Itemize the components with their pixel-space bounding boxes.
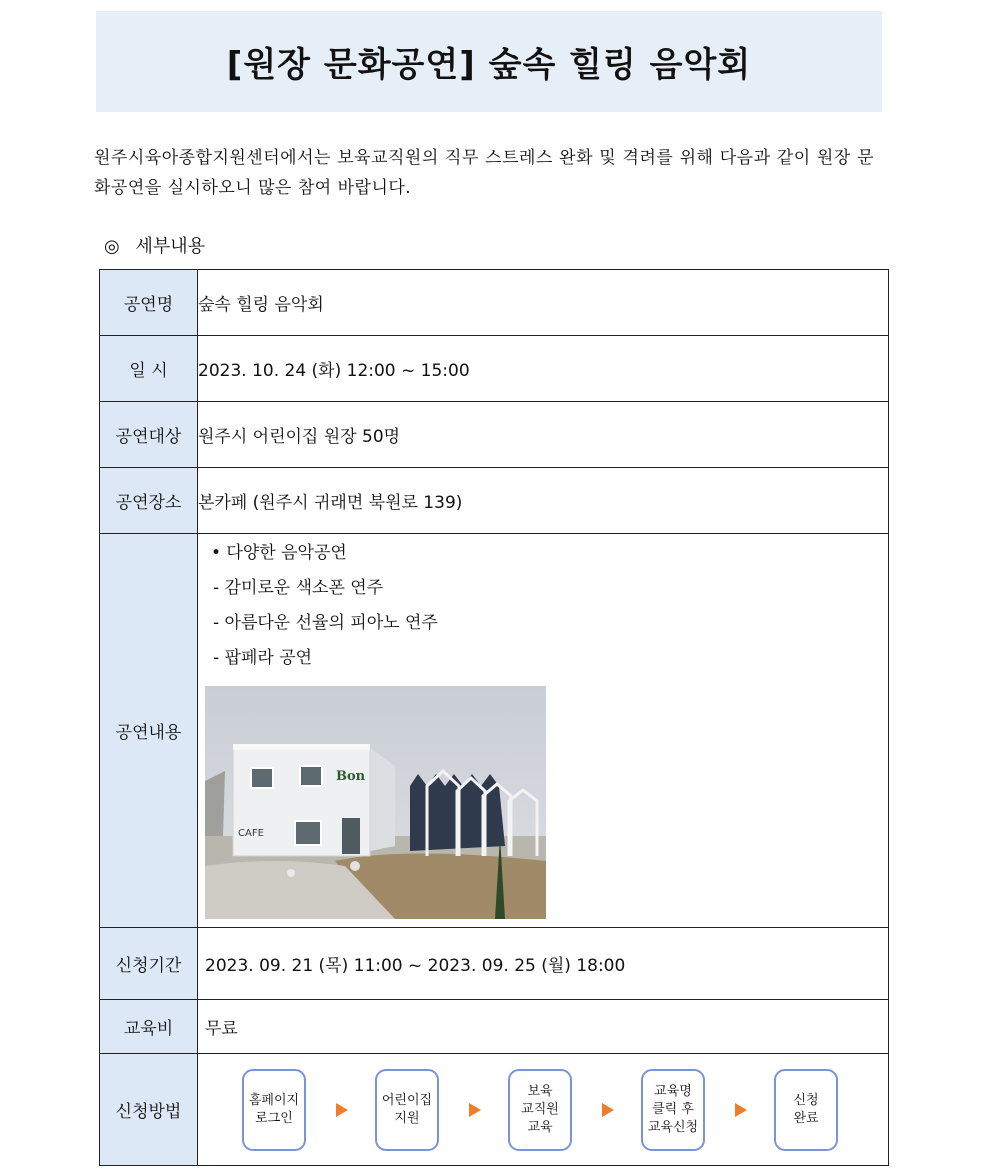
table-row [100,336,889,402]
step-line: 홈페이지 [248,1092,300,1108]
section-heading [104,232,205,258]
step-daycare-support [375,1069,439,1151]
table-row [100,1054,889,1166]
step-complete [774,1069,838,1151]
step-staff-education [508,1069,572,1151]
photo-sign-bon: Bon [336,769,366,784]
label-content: 공연내용 [100,534,198,928]
table-row [100,534,889,928]
double-circle-icon: ◎ [104,236,120,257]
detail-table [99,269,889,1166]
step-line: 로그인 [255,1110,293,1126]
step-line: 완료 [793,1110,819,1126]
section-label: 세부내용 [135,236,206,257]
label-venue: 공연장소 [100,468,198,534]
value-fee: 무료 [198,1000,889,1054]
content-item: - 감미로운 색소폰 연주 [213,578,384,598]
step-course-apply [641,1069,705,1151]
value-datetime: 2023. 10. 24 (화) 12:00 ~ 15:00 [198,336,889,402]
value-venue: 본카페 (원주시 귀래면 북원로 139) [198,468,889,534]
value-method [198,1054,889,1166]
value-target: 원주시 어린이집 원장 50명 [198,402,889,468]
step-line: 클릭 후 [652,1101,694,1117]
label-fee: 교육비 [100,1000,198,1054]
step-line: 교육 [527,1119,553,1135]
title-banner [96,11,882,112]
step-line: 교육명 [654,1083,692,1099]
content-heading: • 다양한 음악공연 [211,543,347,563]
arrow-right-icon [602,1103,614,1117]
value-content [198,534,889,928]
label-period: 신청기간 [100,928,198,1000]
step-line: 보육 [527,1083,553,1099]
arrow-right-icon [336,1103,348,1117]
cafe-building-image [205,686,546,919]
content-item: - 아름다운 선율의 피아노 연주 [213,613,438,633]
page-title: [원장 문화공연] 숲속 힐링 음악회 [226,45,752,85]
step-homepage-login [242,1069,306,1151]
value-name: 숲속 힐링 음악회 [198,270,889,336]
table-row [100,468,889,534]
label-method: 신청방법 [100,1054,198,1166]
content-item: - 팝페라 공연 [213,648,313,668]
application-steps [198,1056,888,1164]
table-row [100,1000,889,1054]
arrow-right-icon [735,1103,747,1117]
cafe-photo [205,686,546,919]
step-line: 교직원 [521,1101,559,1117]
step-line: 지원 [394,1110,420,1126]
table-row [100,928,889,1000]
step-line: 교육신청 [647,1119,699,1135]
value-period: 2023. 09. 21 (목) 11:00 ~ 2023. 09. 25 (월) 18:00 [198,928,889,1000]
step-line: 신청 [793,1092,819,1108]
photo-sign-cafe: CAFE [238,828,264,839]
label-datetime: 일 시 [100,336,198,402]
label-name: 공연명 [100,270,198,336]
table-row [100,270,889,336]
intro-paragraph: 원주시육아종합지원센터에서는 보육교직원의 직무 스트레스 완화 및 격려를 위해 다음과 같이 원장 문화공연을 실시하오니 많은 참여 바랍니다. [94,148,874,198]
arrow-right-icon [469,1103,481,1117]
table-row [100,402,889,468]
label-target: 공연대상 [100,402,198,468]
step-line: 어린이집 [381,1092,433,1108]
